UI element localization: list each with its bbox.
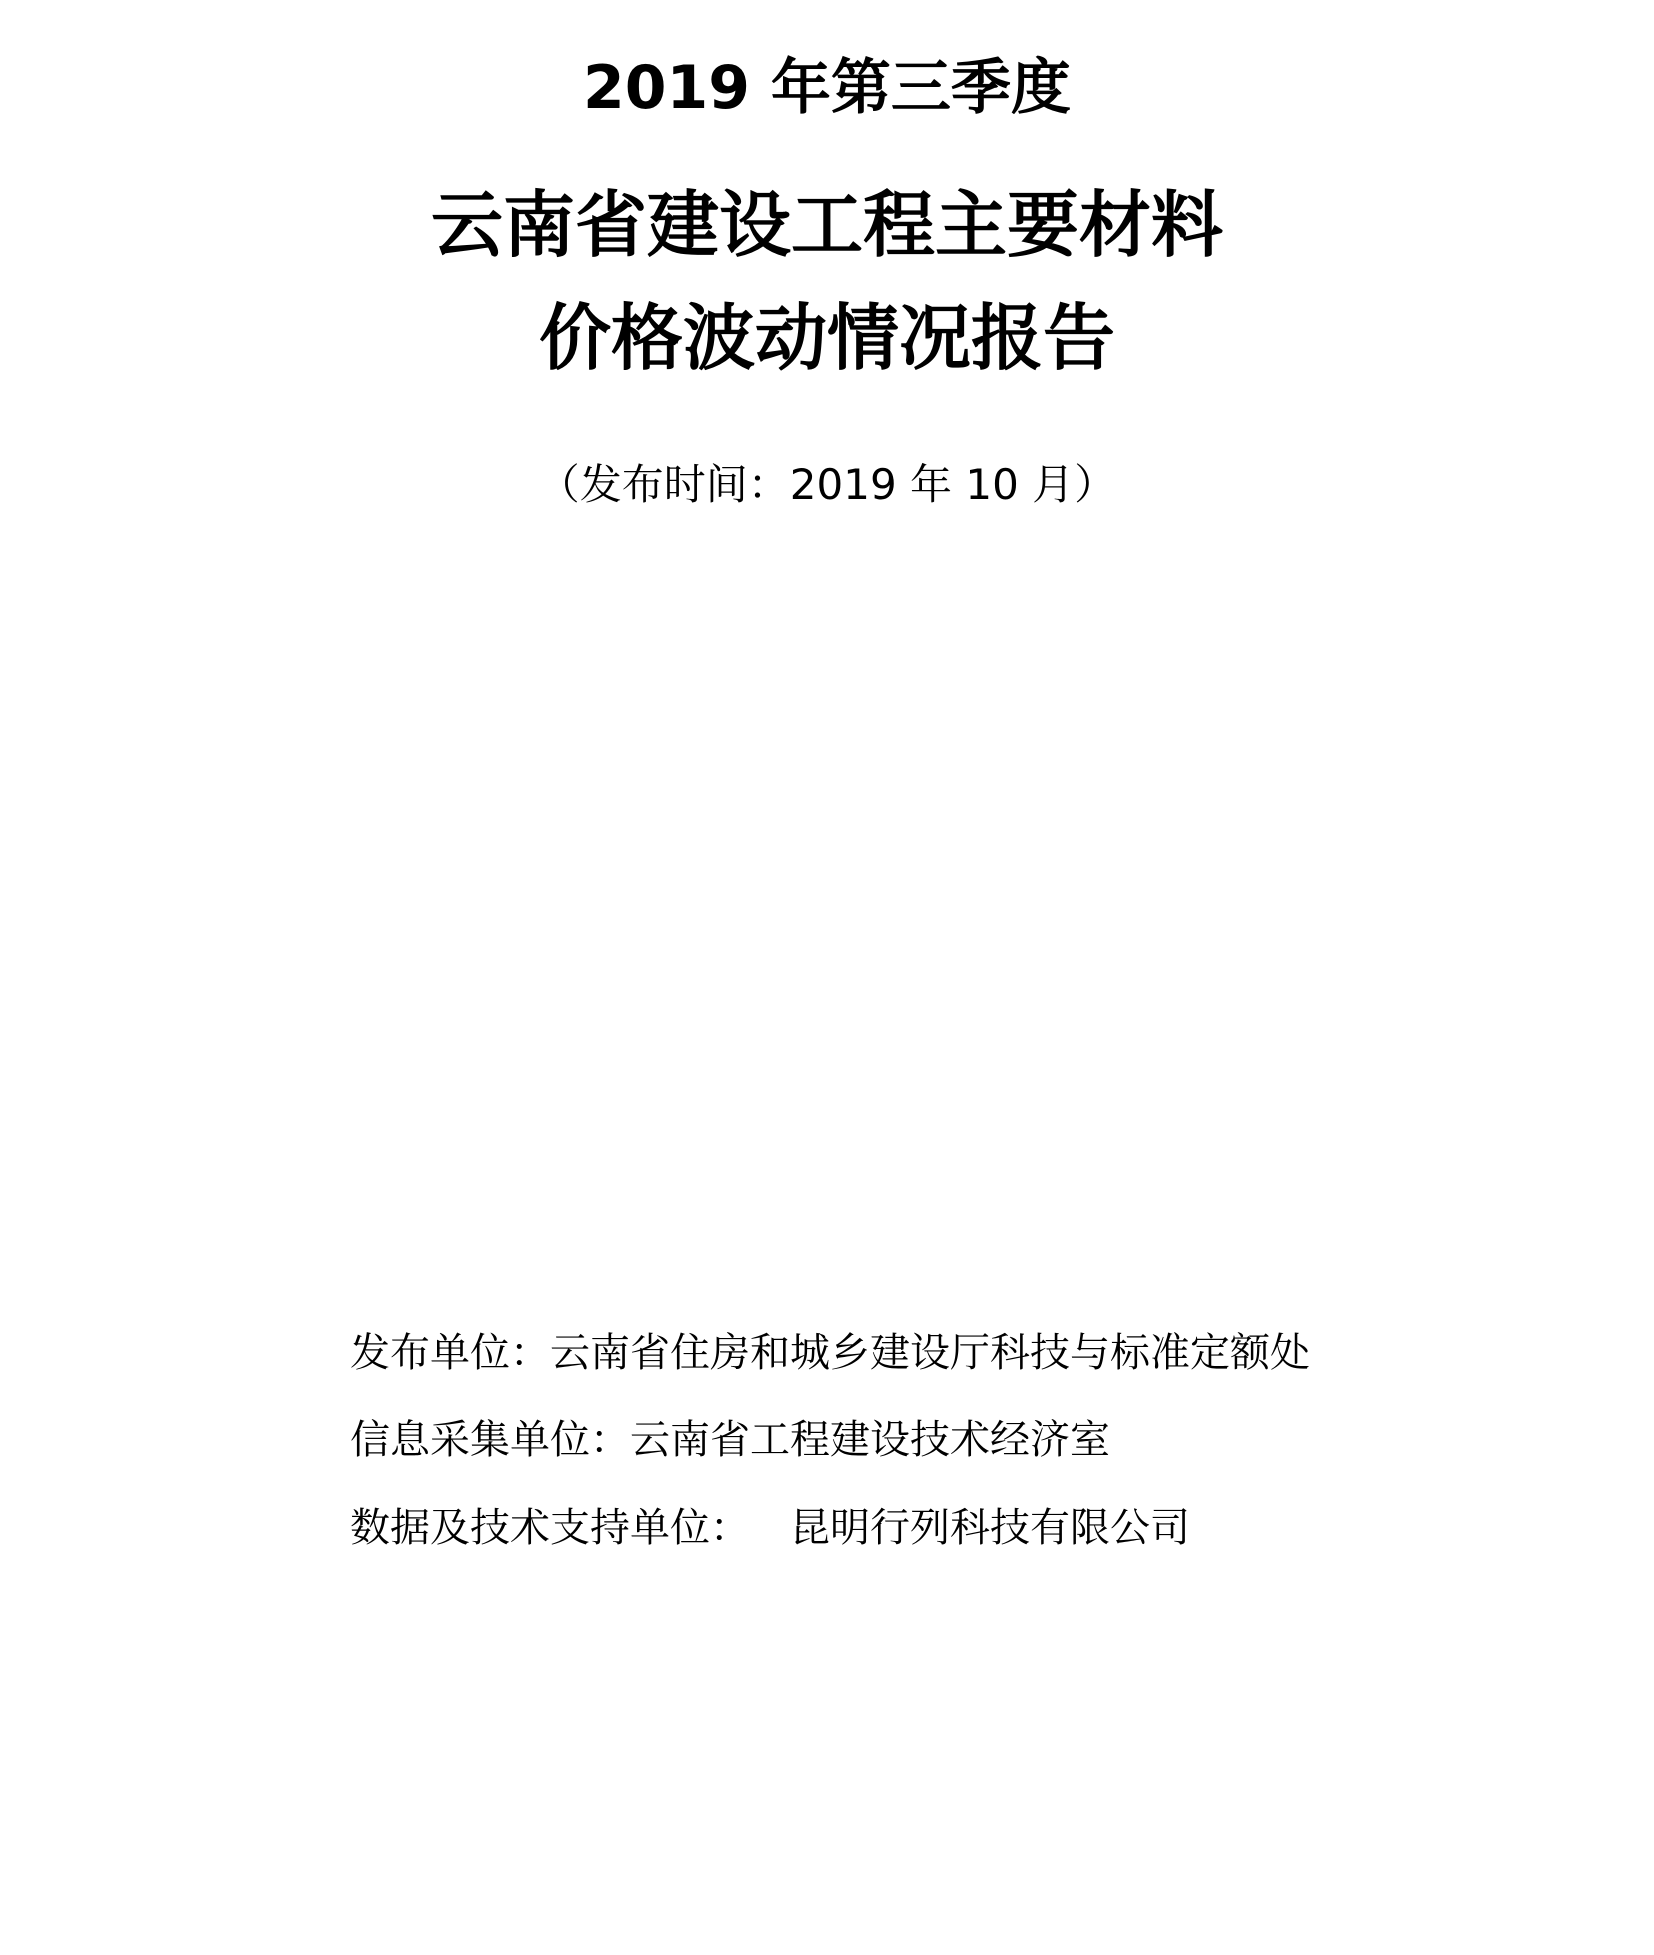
- quarter-title: 2019 年第三季度: [583, 53, 1071, 123]
- support-value: 昆明行列科技有限公司: [790, 1505, 1190, 1551]
- issuer-value: 云南省住房和城乡建设厅科技与标准定额处: [550, 1330, 1310, 1376]
- support-label: 数据及技术支持单位：: [350, 1505, 750, 1551]
- issuer-line: [350, 1325, 1310, 1381]
- main-title-line2: 价格波动情况报告: [538, 296, 1115, 380]
- collector-label: 信息采集单位：: [350, 1417, 630, 1463]
- collector-value: 云南省工程建设技术经济室: [630, 1417, 1110, 1463]
- main-title-line1: 云南省建设工程主要材料: [430, 183, 1223, 267]
- issuer-label: 发布单位：: [350, 1330, 550, 1376]
- release-date: （发布时间：2019 年 10 月）: [537, 460, 1117, 509]
- collector-line: [350, 1412, 1110, 1468]
- support-line: [350, 1500, 1190, 1556]
